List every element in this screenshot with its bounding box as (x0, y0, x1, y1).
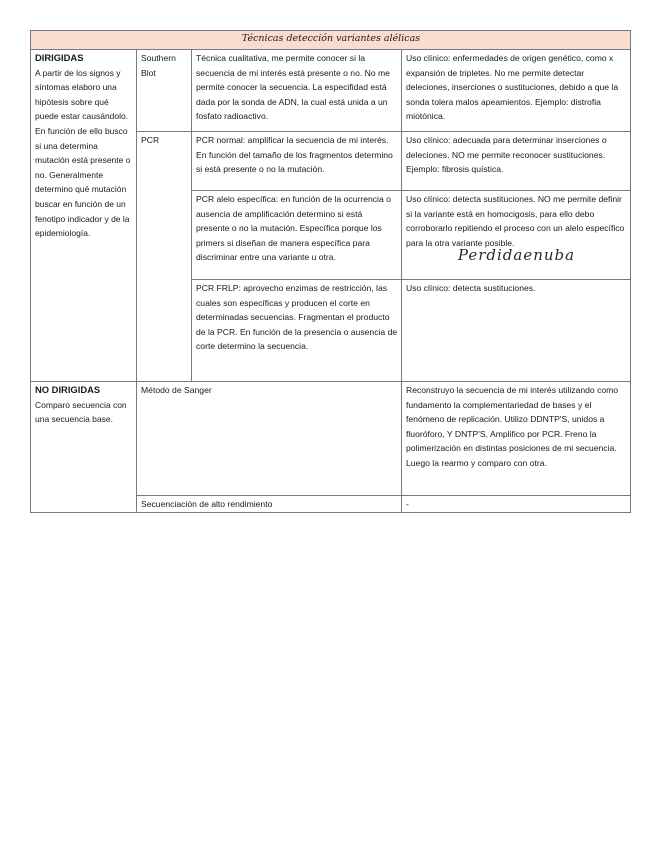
sanger-name: Método de Sanger (137, 382, 402, 496)
pcr-alelo-uso: Uso clínico: detecta sustituciones. NO me permite definir si la variante está en homocigosis, para ello debo corroborarlo repitiendo el proceso con un alelo específico para la otra variante posible. (406, 194, 625, 248)
no-dirigidas-cell (31, 382, 137, 513)
table-row (31, 50, 631, 132)
no-dirigidas-heading: NO DIRIGIDAS (35, 384, 101, 395)
alto-rendimiento-name: Secuenciación de alto rendimiento (137, 496, 402, 513)
pcr-alelo-description: PCR alelo específica: en función de la ocurrencia o ausencia de amplificación determino si está presente o no la mutación. Específica porque los primers si diseñan de manera específica para discriminar entre una variante u otra. (192, 191, 402, 280)
southern-description: Técnica cualitativa, me permite conocer si la secuencia de mi interés está presente o no. No me permite conocer la secuencia. La especifidad está dada por la sonda de ADN, la cual está unida a un fosfato radioactivo. (192, 50, 402, 132)
no-dirigidas-description: Comparo secuencia con una secuencia base. (35, 399, 127, 425)
table-row (31, 382, 631, 496)
dirigidas-description: A partir de los signos y síntomas elaboro una hipótesis sobre qué puede estar causándolo. En función de ello busco si una determina mutación está presente o no. Generalmente determino qué mutación buscar en función de un fenotipo indicador y de la epidemiología. (35, 67, 131, 239)
southern-uso: Uso clínico: enfermedades de origen genético, como x expansión de tripletes. No me permite detectar deleciones, inserciones o sustituciones, debido a que la sonda tolera malos apeamientos. Ejemplo: distrofia miotónica. (402, 50, 631, 132)
title-row (31, 31, 631, 50)
signature-watermark: Perdidaenuba (457, 246, 576, 265)
southern-name: Southern Blot (137, 50, 192, 132)
pcr-name: PCR (137, 132, 192, 382)
techniques-table (30, 30, 631, 513)
pcr-alelo-uso-cell (402, 191, 631, 280)
alto-rendimiento-uso: - (402, 496, 631, 513)
pcr-frlp-description: PCR FRLP: aprovecho enzimas de restricción, las cuales son específicas y producen el corte en determinadas secuencias. Fragmentan el producto de la PCR. En función de la presencia o ausencia de corte determino la secuencia. (192, 280, 402, 382)
dirigidas-cell (31, 50, 137, 382)
dirigidas-heading: DIRIGIDAS (35, 52, 84, 63)
pcr-normal-description: PCR normal: amplificar la secuencia de mi interés. En función del tamaño de los fragmentos determino si está presente o no la mutación. (192, 132, 402, 191)
sanger-uso: Reconstruyo la secuencia de mi interés utilizando como fundamento la complementariedad de bases y el fenómeno de replicación. Utilizo DDNTP'S, unidos a fluoróforo, Y DNTP'S. Amplifico por PCR. Freno la polimerización en distintas posiciones de mi secuencia. Luego la rearmo y comparo con otra. (402, 382, 631, 496)
pcr-frlp-uso: Uso clínico: detecta sustituciones. (402, 280, 631, 382)
pcr-normal-uso: Uso clínico: adecuada para determinar inserciones o deleciones. NO me permite reconocer sustituciones. Ejemplo: fibrosis quística. (402, 132, 631, 191)
table-title: Técnicas detección variantes alélicas (31, 31, 631, 50)
